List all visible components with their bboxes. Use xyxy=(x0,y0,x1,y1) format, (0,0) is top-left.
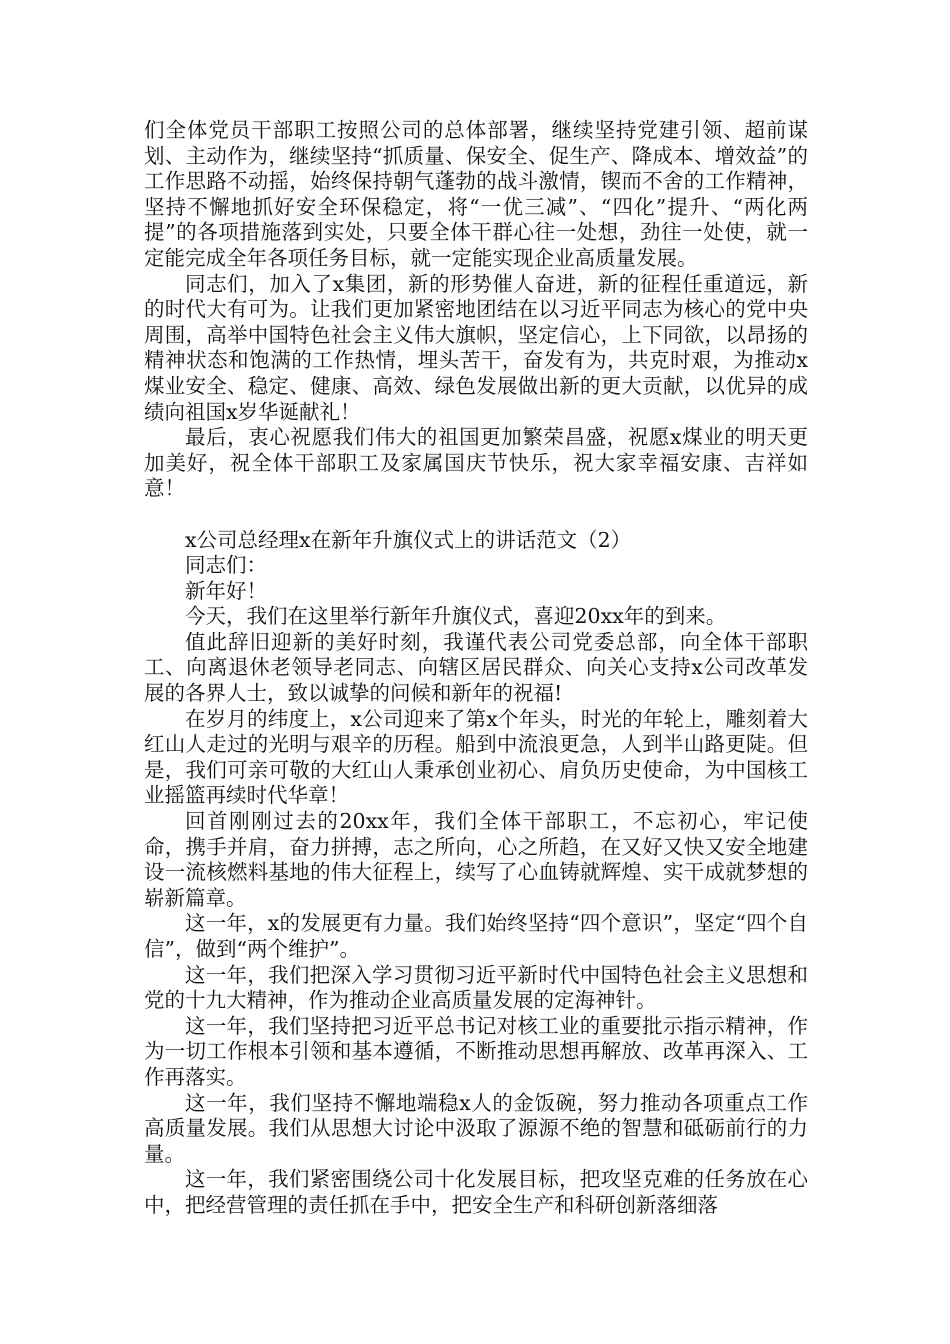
greeting: 新年好！ xyxy=(185,578,267,603)
paragraph-this-year-4: 这一年，我们坚持不懈地端稳x人的金饭碗，努力推动各项重点工作高质量发展。我们从思想大讨论中汲取了源源不绝的智慧和砥砺前行的力量。 xyxy=(144,1090,808,1166)
paragraph-this-year-1: 这一年，x的发展更有力量。我们始终坚持“四个意识”，坚定“四个自信”，做到“两个维护”。 xyxy=(144,911,808,961)
section-title: x公司总经理x在新年升旗仪式上的讲话范文（2） xyxy=(185,527,632,552)
paragraph-closing-wishes: 最后，衷心祝愿我们伟大的祖国更加繁荣昌盛，祝愿x煤业的明天更加美好，祝全体干部职工及家属国庆节快乐，祝大家幸福安康、吉祥如意！ xyxy=(144,425,808,501)
paragraph-review: 回首刚刚过去的20xx年，我们全体干部职工，不忘初心，牢记使命，携手并肩，奋力拼搏，志之所向，心之所趋，在又好又快又安全地建设一流核燃料基地的伟大征程上，续写了心血铸就辉煌、实干成就梦想的崭新篇章。 xyxy=(144,809,808,910)
salutation: 同志们： xyxy=(185,553,267,578)
section-gap xyxy=(144,502,808,528)
paragraph-this-year-5: 这一年，我们紧密围绕公司十化发展目标，把攻坚克难的任务放在心中，把经营管理的责任抓在手中，把安全生产和科研创新落细落 xyxy=(144,1167,808,1217)
paragraph-this-year-3: 这一年，我们坚持把习近平总书记对核工业的重要批示指示精神，作为一切工作根本引领和基本遵循，不断推动思想再解放、改革再深入、工作再落实。 xyxy=(144,1013,808,1089)
paragraph-this-year-2: 这一年，我们把深入学习贯彻习近平新时代中国特色社会主义思想和党的十九大精神，作为推动企业高质量发展的定海神针。 xyxy=(144,962,808,1013)
document-page xyxy=(144,118,808,1219)
paragraph-continuation: 们全体党员干部职工按照公司的总体部署，继续坚持党建引领、超前谋划、主动作为，继续坚持“抓质量、保安全、促生产、降成本、增效益”的工作思路不动摇，始终保持朝气蓬勃的战斗激情，锲而不舍的工作精神，坚持不懈地抓好安全环保稳定，将“一优三减”、“四化”提升、“两化两提”的各项措施落到实处，只要全体干群心往一处想，劲往一处使，就一定能完成全年各项任务目标，就一定能实现企业高质量发展。 xyxy=(144,118,808,270)
paragraph-new-year-wishes: 值此辞旧迎新的美好时刻，我谨代表公司党委总部，向全体干部职工、向离退休老领导老同志、向辖区居民群众、向关心支持x公司改革发展的各界人士，致以诚挚的问候和新年的祝福! xyxy=(144,629,808,706)
paragraph-comrades: 同志们，加入了x集团，新的形势催人奋进，新的征程任重道远，新的时代大有可为。让我们更加紧密地团结在以习近平同志为核心的党中央周围，高举中国特色社会主义伟大旗帜，坚定信心，上下同欲，以昂扬的精神状态和饱满的工作热情，埋头苦干，奋发有为，共克时艰，为推动x煤业安全、稳定、健康、高效、绿色发展做出新的更大贡献，以优异的成绩向祖国x岁华诞献礼！ xyxy=(144,271,808,424)
paragraph-years: 在岁月的纬度上，x公司迎来了第x个年头，时光的年轮上，雕刻着大红山人走过的光明与艰辛的历程。船到中流浪更急，人到半山路更陡。但是，我们可亲可敬的大红山人秉承创业初心、肩负历史使命，为中国核工业摇篮再续时代华章！ xyxy=(144,706,808,808)
paragraph-today: 今天，我们在这里举行新年升旗仪式，喜迎20xx年的到来。 xyxy=(185,604,727,629)
